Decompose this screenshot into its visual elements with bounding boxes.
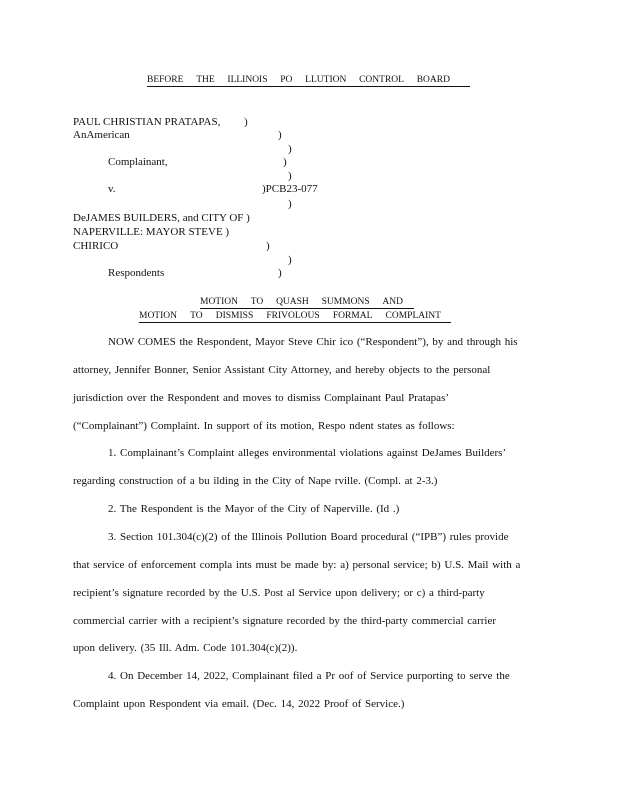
motion-title-line2 <box>139 311 441 321</box>
caption-paren: ) <box>244 116 248 128</box>
caption-paren: ) <box>288 254 292 266</box>
motion-title-word: MOTION <box>139 311 177 321</box>
plaintiff-descriptor: AnAmerican <box>73 129 130 141</box>
body-line: Complaint upon Respondent via email. (Dec. 14, 2022 Proof of Service.) <box>73 698 405 710</box>
body-line: jurisdiction over the Respondent and moves to dismiss Complainant Paul Pratapas’ <box>73 392 450 404</box>
respondents-label: Respondents <box>108 267 165 279</box>
motion-title-line1 <box>200 297 403 307</box>
body-line: 3. Section 101.304(c)(2) of the Illinois Pollution Board procedural (“IPB”) rules provide <box>108 531 509 543</box>
body-line: (“Complainant”) Complaint. In support of its motion, Respo ndent states as follows: <box>73 420 455 432</box>
motion-title-underline <box>139 322 451 323</box>
motion-title-word: DISMISS <box>215 311 254 321</box>
motion-title-word: FORMAL <box>332 311 373 321</box>
motion-title-underline <box>200 308 414 309</box>
caption-paren: ) <box>288 198 292 210</box>
motion-title-word: MOTION <box>200 297 238 307</box>
defendant-line: DeJAMES BUILDERS, and CITY OF ) <box>73 212 250 224</box>
case-number: )PCB23-077 <box>262 183 318 195</box>
plaintiff-name: PAUL CHRISTIAN PRATAPAS, <box>73 116 221 128</box>
header-word: CONTROL <box>359 75 404 85</box>
body-line: recipient’s signature recorded by the U.S. Post al Service upon delivery; or c) a third-party <box>73 587 485 599</box>
defendant-line: CHIRICO <box>73 240 119 252</box>
motion-title-word: QUASH <box>276 297 309 307</box>
body-line: attorney, Jennifer Bonner, Senior Assistant City Attorney, and hereby objects to the personal <box>73 364 491 376</box>
motion-title-word: TO <box>250 297 264 307</box>
header-word: THE <box>196 75 215 85</box>
body-line: NOW COMES the Respondent, Mayor Steve Chir ico (“Respondent”), by and through his <box>108 336 518 348</box>
caption-paren: ) <box>283 156 287 168</box>
body-line: 1. Complainant’s Complaint alleges environmental violations against DeJames Builders’ <box>108 447 507 459</box>
caption-paren: ) <box>288 143 292 155</box>
motion-title-word: TO <box>190 311 203 321</box>
header-word: BEFORE <box>147 75 184 85</box>
motion-title-word: SUMMONS <box>321 297 370 307</box>
caption-paren: ) <box>278 129 282 141</box>
caption-paren: ) <box>278 267 282 279</box>
court-header <box>147 75 450 85</box>
versus-label: v. <box>108 183 116 195</box>
header-underline <box>147 86 470 87</box>
body-line: 4. On December 14, 2022, Complainant filed a Pr oof of Service purporting to serve the <box>108 670 510 682</box>
body-line: commercial carrier with a recipient’s signature recorded by the third-party commercial carrier <box>73 615 496 627</box>
body-line: that service of enforcement compla ints must be made by: a) personal service; b) U.S. Mail with a <box>73 559 521 571</box>
body-line: upon delivery. (35 Ill. Adm. Code 101.304(c)(2)). <box>73 642 298 654</box>
motion-title-word: AND <box>382 297 403 307</box>
caption-paren: ) <box>266 240 270 252</box>
caption-paren: ) <box>288 170 292 182</box>
body-line: 2. The Respondent is the Mayor of the City of Naperville. (Id .) <box>108 503 400 515</box>
motion-title-word: FRIVOLOUS <box>266 311 320 321</box>
header-word: BOARD <box>416 75 450 85</box>
motion-title-word: COMPLAINT <box>385 311 441 321</box>
header-word: LLUTION <box>305 75 347 85</box>
body-line: regarding construction of a bu ilding in the City of Nape rville. (Compl. at 2-3.) <box>73 475 438 487</box>
header-word: ILLINOIS <box>227 75 268 85</box>
complainant-label: Complainant, <box>108 156 168 168</box>
header-word: PO <box>280 75 293 85</box>
defendant-line: NAPERVILLE: MAYOR STEVE ) <box>73 226 230 238</box>
